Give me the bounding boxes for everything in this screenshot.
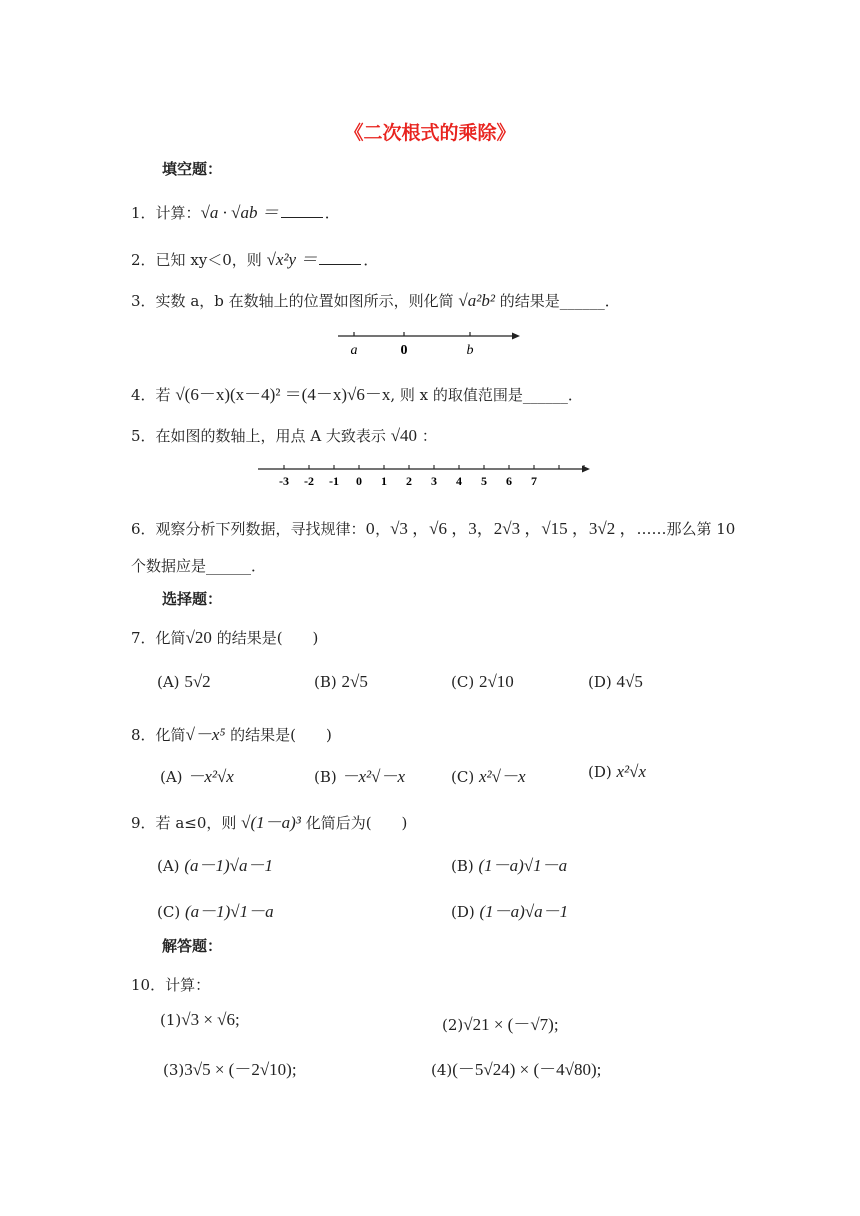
question-10-part-4 bbox=[431, 1055, 601, 1080]
question-9 bbox=[131, 808, 407, 833]
question-10 bbox=[131, 974, 210, 995]
question-9-option-c[interactable] bbox=[157, 897, 274, 922]
part-expression: (－5√24) × (－4√80); bbox=[452, 1060, 602, 1079]
question-6-number: 6． bbox=[131, 520, 156, 538]
question-1-number: 1． bbox=[131, 204, 156, 222]
part-expression: √3 × √6; bbox=[181, 1010, 240, 1029]
number-line-tick-label: 0 bbox=[356, 474, 362, 488]
question-8-option-a[interactable] bbox=[160, 762, 234, 787]
question-4-pre: 若 bbox=[155, 386, 171, 404]
question-6-text: 观察分析下列数据，寻找规律：0， bbox=[155, 520, 391, 538]
question-6-end: ……那么第 10 bbox=[636, 520, 736, 538]
question-7-option-c[interactable] bbox=[451, 672, 514, 692]
number-line-tick-label: 4 bbox=[456, 474, 462, 488]
option-label: (B) bbox=[314, 673, 337, 691]
question-8 bbox=[131, 720, 332, 745]
question-8-option-b[interactable] bbox=[314, 762, 405, 787]
question-2-math: √x²y ＝ bbox=[266, 250, 318, 269]
question-3 bbox=[131, 290, 620, 311]
question-5-end: ： bbox=[421, 427, 437, 445]
option-label: (A) bbox=[157, 857, 180, 875]
question-7 bbox=[131, 627, 318, 648]
number-line-tick-label: 6 bbox=[506, 474, 512, 488]
question-7-text: 化简 bbox=[155, 629, 186, 647]
number-line-tick-label: 1 bbox=[381, 474, 387, 488]
option-value: (1－a)√a－1 bbox=[479, 902, 569, 921]
option-label: (B) bbox=[314, 768, 337, 786]
option-value: 5√2 bbox=[184, 672, 211, 691]
question-9-end: 化简后为( ) bbox=[305, 814, 408, 832]
question-4-math: √(6－x)(x－4)² ＝(4－x)√6－x bbox=[175, 385, 391, 404]
question-5-math: √40 bbox=[390, 426, 418, 445]
question-2-end: ． bbox=[363, 251, 379, 269]
question-8-math: √－x⁵ bbox=[185, 725, 226, 744]
option-label: (D) bbox=[588, 763, 612, 781]
part-label: (2) bbox=[442, 1016, 464, 1034]
question-8-option-d[interactable] bbox=[588, 762, 646, 782]
question-7-option-a[interactable] bbox=[157, 672, 211, 692]
option-label: (A) bbox=[157, 673, 180, 691]
question-8-end: 的结果是( ) bbox=[230, 726, 332, 744]
part-expression: √21 × (－√7); bbox=[463, 1015, 559, 1034]
question-8-option-c[interactable] bbox=[451, 762, 526, 787]
option-label: (B) bbox=[451, 857, 474, 875]
page-title: 《二次根式的乘除》 bbox=[344, 122, 516, 144]
question-5-text: 在如图的数轴上，用点 A 大致表示 bbox=[155, 427, 386, 445]
question-7-number: 7． bbox=[131, 629, 156, 647]
part-label: (1) bbox=[160, 1011, 182, 1029]
question-1-text: 计算： bbox=[155, 204, 201, 222]
question-4 bbox=[131, 380, 583, 405]
question-10-part-2 bbox=[442, 1010, 559, 1035]
option-label: (C) bbox=[451, 673, 475, 691]
option-value: 2√5 bbox=[341, 672, 368, 691]
option-value: 2√10 bbox=[478, 672, 514, 691]
question-9-option-b[interactable] bbox=[451, 851, 567, 876]
number-line-tick-label: 5 bbox=[481, 474, 487, 488]
question-3-text: 实数 a，b 在数轴上的位置如图所示，则化简 bbox=[155, 292, 454, 310]
number-line-label-a: a bbox=[350, 343, 358, 358]
section-answer-heading: 解答题： bbox=[162, 937, 223, 955]
option-value: x²√x bbox=[616, 762, 647, 781]
question-7-option-d[interactable] bbox=[588, 672, 643, 692]
option-label: (A) bbox=[160, 768, 183, 786]
question-7-end: 的结果是( ) bbox=[216, 629, 319, 647]
part-label: (4) bbox=[431, 1061, 453, 1079]
question-9-option-d[interactable] bbox=[451, 897, 568, 922]
number-line-integers bbox=[258, 462, 592, 492]
section-fill-heading: 填空题： bbox=[162, 160, 223, 178]
option-value: －x²√－x bbox=[341, 767, 406, 786]
question-10-number: 10． bbox=[131, 976, 166, 994]
question-1 bbox=[131, 198, 340, 223]
question-9-text: 若 a≤0，则 bbox=[155, 814, 237, 832]
question-7-option-b[interactable] bbox=[314, 672, 368, 692]
option-value: －x²√x bbox=[187, 767, 234, 786]
question-6 bbox=[131, 514, 735, 539]
number-line-tick-label: -2 bbox=[304, 474, 314, 488]
question-10-part-3 bbox=[163, 1055, 297, 1080]
number-line-ab bbox=[336, 328, 521, 360]
question-4-number: 4． bbox=[131, 386, 156, 404]
number-line-tick-label: 2 bbox=[406, 474, 412, 488]
answer-blank bbox=[319, 250, 361, 265]
question-2-text: 已知 xy＜0，则 bbox=[155, 251, 262, 269]
question-5-number: 5． bbox=[131, 427, 156, 445]
number-line-tick-label: 3 bbox=[431, 474, 437, 488]
question-4-end: , 则 x 的取值范围是______． bbox=[390, 386, 583, 404]
question-9-number: 9． bbox=[131, 814, 156, 832]
question-9-math: √(1－a)³ bbox=[241, 813, 301, 832]
number-line-tick-label: -1 bbox=[329, 474, 339, 488]
question-2 bbox=[131, 245, 378, 270]
part-expression: 3√5 × (－2√10); bbox=[184, 1060, 297, 1079]
option-label: (D) bbox=[451, 903, 475, 921]
section-choice-heading: 选择题： bbox=[162, 590, 223, 608]
number-line-tick-label: -3 bbox=[279, 474, 289, 488]
number-line-label-0: 0 bbox=[400, 343, 408, 358]
answer-blank bbox=[281, 203, 323, 218]
question-3-math: √a²b² bbox=[458, 291, 495, 310]
option-value: (a－1)√a－1 bbox=[184, 856, 273, 875]
question-10-part-1 bbox=[160, 1010, 240, 1030]
option-label: (C) bbox=[451, 768, 475, 786]
question-3-end: 的结果是______． bbox=[499, 292, 620, 310]
question-2-number: 2． bbox=[131, 251, 156, 269]
option-label: (D) bbox=[588, 673, 612, 691]
part-label: (3) bbox=[163, 1061, 185, 1079]
question-1-end: ． bbox=[324, 204, 340, 222]
option-label: (C) bbox=[157, 903, 181, 921]
number-line-tick-label: 7 bbox=[531, 474, 537, 488]
question-6-sequence: √3 ，√6 ，3，2√3 ，√15 ，3√2 ， bbox=[390, 519, 637, 538]
option-value: (a－1)√1－a bbox=[184, 902, 274, 921]
option-value: x²√－x bbox=[478, 767, 526, 786]
option-value: 4√5 bbox=[616, 672, 643, 691]
question-10-text: 计算： bbox=[165, 976, 211, 994]
number-line-label-b: b bbox=[466, 343, 474, 358]
question-5 bbox=[131, 425, 437, 446]
question-1-math: √a · √ab ＝ bbox=[200, 203, 279, 222]
question-8-number: 8． bbox=[131, 726, 156, 744]
option-value: (1－a)√1－a bbox=[478, 856, 568, 875]
question-6-line2: 个数据应是______． bbox=[131, 557, 267, 575]
question-3-number: 3． bbox=[131, 292, 156, 310]
question-9-option-a[interactable] bbox=[157, 851, 273, 876]
question-8-text: 化简 bbox=[155, 726, 186, 744]
question-7-math: √20 bbox=[185, 628, 212, 647]
